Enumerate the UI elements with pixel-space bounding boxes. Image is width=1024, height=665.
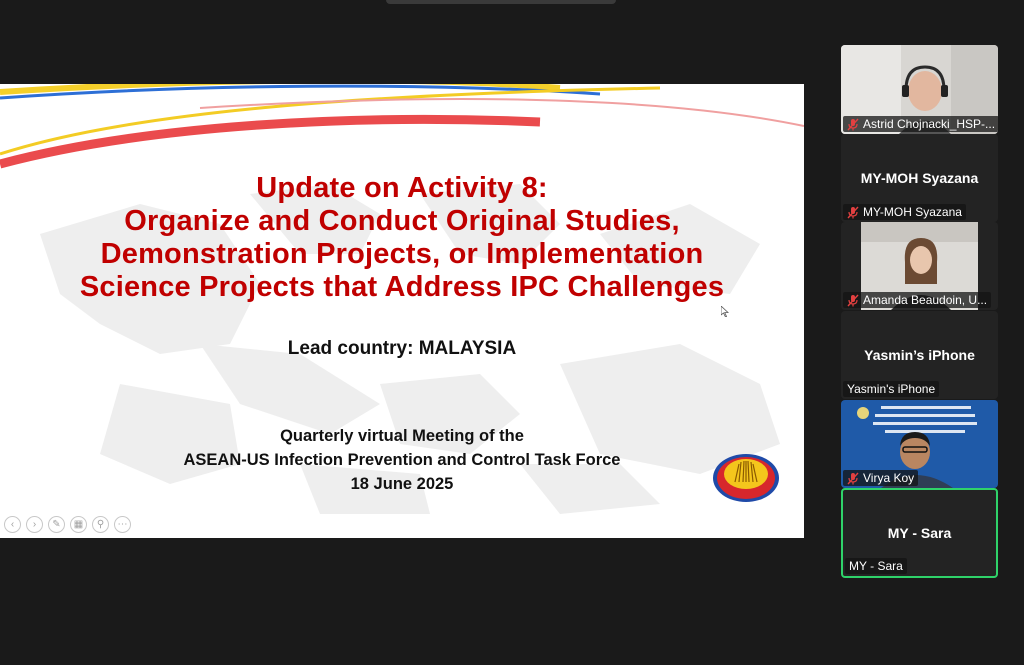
participant-name: Astrid Chojnacki_HSP-... xyxy=(863,117,996,131)
meeting-line: ASEAN-US Infection Prevention and Control Task Force xyxy=(183,451,621,469)
muted-mic-icon xyxy=(847,118,859,131)
participant-tile-yasmin[interactable] xyxy=(841,311,998,399)
participant-tile-virya[interactable] xyxy=(841,400,998,488)
muted-mic-icon xyxy=(847,472,859,485)
slide-title-line: Update on Activity 8: xyxy=(256,172,548,204)
shared-screen-slide xyxy=(0,84,804,538)
participant-tile-amanda[interactable] xyxy=(841,222,998,310)
pen-icon[interactable]: ✎ xyxy=(48,516,65,533)
participant-name-label xyxy=(845,558,907,574)
participant-name-label xyxy=(843,381,939,397)
participant-display-name: Yasmin’s iPhone xyxy=(864,347,975,363)
muted-mic-icon xyxy=(847,294,859,307)
zoom-icon[interactable]: ⚲ xyxy=(92,516,109,533)
participant-name-label xyxy=(843,204,966,220)
slide-title-line: Organize and Conduct Original Studies, xyxy=(124,205,680,237)
participant-name: Virya Koy xyxy=(863,471,915,485)
asean-logo xyxy=(711,452,781,504)
slide-title-line: Demonstration Projects, or Implementation xyxy=(100,238,704,270)
participant-name: MY-MOH Syazana xyxy=(863,205,962,219)
more-options-icon[interactable]: ⋯ xyxy=(114,516,131,533)
previous-slide-icon[interactable]: ‹ xyxy=(4,516,21,533)
top-toolbar-handle[interactable] xyxy=(386,0,616,4)
slide-nav-controls xyxy=(4,516,131,534)
participant-name-label xyxy=(843,292,991,308)
lead-country-text: Lead country: MALAYSIA xyxy=(287,338,517,359)
mouse-cursor-icon xyxy=(721,306,729,317)
participant-name-label xyxy=(843,116,998,132)
next-slide-icon[interactable]: › xyxy=(26,516,43,533)
muted-mic-icon xyxy=(847,206,859,219)
participant-tile-syazana[interactable] xyxy=(841,134,998,222)
participant-tile-sara-active-speaker[interactable] xyxy=(841,488,998,578)
participant-name: Yasmin's iPhone xyxy=(847,382,936,396)
slide-title xyxy=(0,172,804,304)
meeting-line: Quarterly virtual Meeting of the xyxy=(280,427,524,445)
slides-grid-icon[interactable]: ▦ xyxy=(70,516,87,533)
participant-display-name: MY - Sara xyxy=(887,525,952,541)
slide-title-line: Science Projects that Address IPC Challenges xyxy=(79,271,725,303)
meeting-date: 18 June 2025 xyxy=(350,475,454,493)
meeting-info xyxy=(0,424,804,496)
participant-tile-astrid[interactable] xyxy=(841,45,998,134)
participant-name-label xyxy=(843,470,918,486)
participant-display-name: MY-MOH Syazana xyxy=(860,170,979,186)
participant-name: MY - Sara xyxy=(849,559,903,573)
participant-name: Amanda Beaudoin, U... xyxy=(863,293,988,307)
